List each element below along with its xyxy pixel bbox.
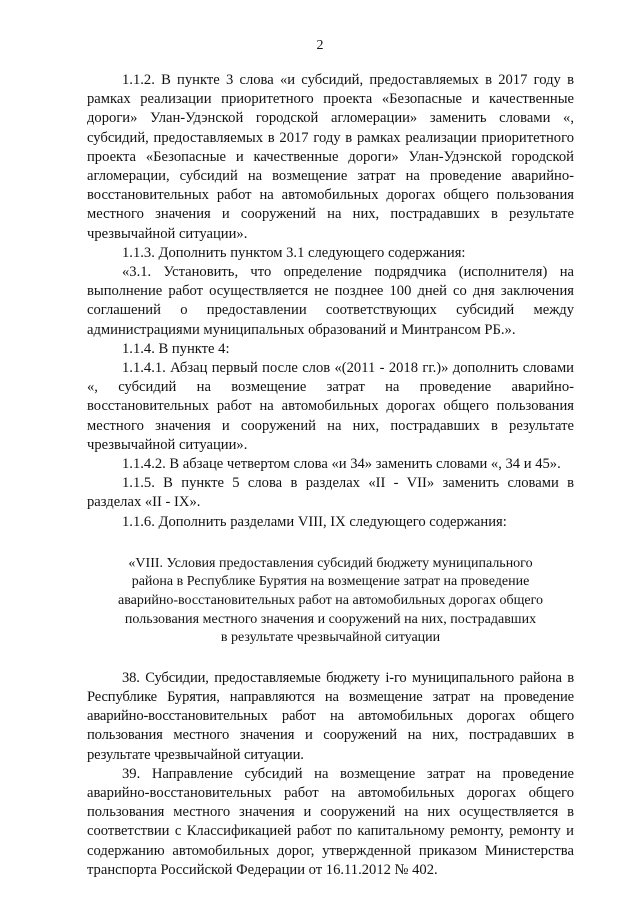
- page-number: 2: [316, 38, 324, 53]
- paragraph-1-1-6: 1.1.6. Дополнить разделами VIII, IX следующего содержания:: [122, 513, 507, 530]
- section-heading-line: района в Республике Бурятия на возмещение затрат на проведение: [131, 574, 530, 590]
- document-body: [87, 71, 574, 880]
- section-heading-line: аварийно-восстановительных работ на автомобильных дорогах общего: [118, 593, 543, 609]
- paragraph-1-1-5: 1.1.5. В пункте 5 слова в разделах «II - VII» заменить словами в разделах «II - IX».: [87, 475, 574, 511]
- section-heading-line: «VIII. Условия предоставления субсидий бюджету муниципального: [128, 555, 533, 571]
- paragraph-1-1-4: 1.1.4. В пункте 4:: [122, 340, 230, 357]
- paragraph-39: 39. Направление субсидий на возмещение затрат на проведение аварийно-восстановительных работ на автомобильных дорогах общего пользования местного значения и сооружений на них осуществляется в соответствии с Классификацией работ по капитальному ремонту, ремонту и содержанию автомобильных дорог, утвержденной приказом Министерства транспорта Российской Федерации от 16.11.2012 № 402.: [87, 765, 574, 878]
- paragraph-38: 38. Субсидии, предоставляемые бюджету i-го муниципального района в Республике Бурятия, направляются на возмещение затрат на проведение аварийно-восстановительных работ на автомобильных дорогах общего пользования местного значения и сооружений на них, пострадавших в результате чрезвычайной ситуации.: [87, 669, 574, 763]
- section-heading-line: пользования местного значения и сооружений на них, пострадавших: [124, 611, 537, 627]
- paragraph-3-1-quote: «3.1. Установить, что определение подрядчика (исполнителя) на выполнение работ осуществляется не позднее 100 дней со дня заключения соглашений о предоставлении соответствующих субсидий между администрациями муниципальных образований и Минтрансом РБ.».: [87, 264, 574, 338]
- paragraph-1-1-3: 1.1.3. Дополнить пунктом 3.1 следующего содержания:: [122, 244, 466, 261]
- paragraph-1-1-2: 1.1.2. В пункте 3 слова «и субсидий, предоставляемых в 2017 году в рамках реализации приоритетного проекта «Безопасные и качественные дороги» Улан-Удэнской городской агломерации» заменить словами «, субсидий, предоставляемых в 2017 году в рамках реализации приоритетного проекта «Безопасные и качественные дороги» Улан-Удэнской городской агломерации, субсидий на возмещение затрат на проведение аварийно-восстановительных работ на автомобильных дорогах общего пользования местного значения и сооружений на них, пострадавших в результате чрезвычайной ситуации».: [87, 72, 574, 242]
- paragraph-1-1-4-2: 1.1.4.2. В абзаце четвертом слова «и 34» заменить словами «, 34 и 45».: [122, 456, 561, 473]
- section-heading: [87, 555, 574, 648]
- section-heading-line: в результате чрезвычайной ситуации: [220, 630, 441, 646]
- paragraph-1-1-4-1: 1.1.4.1. Абзац первый после слов «(2011 - 2018 гг.)» дополнить словами «, субсидий на возмещение затрат на проведение аварийно-восстановительных работ на автомобильных дорогах общего пользования местного значения и сооружений на них, пострадавших в результате чрезвычайной ситуации».: [87, 360, 574, 453]
